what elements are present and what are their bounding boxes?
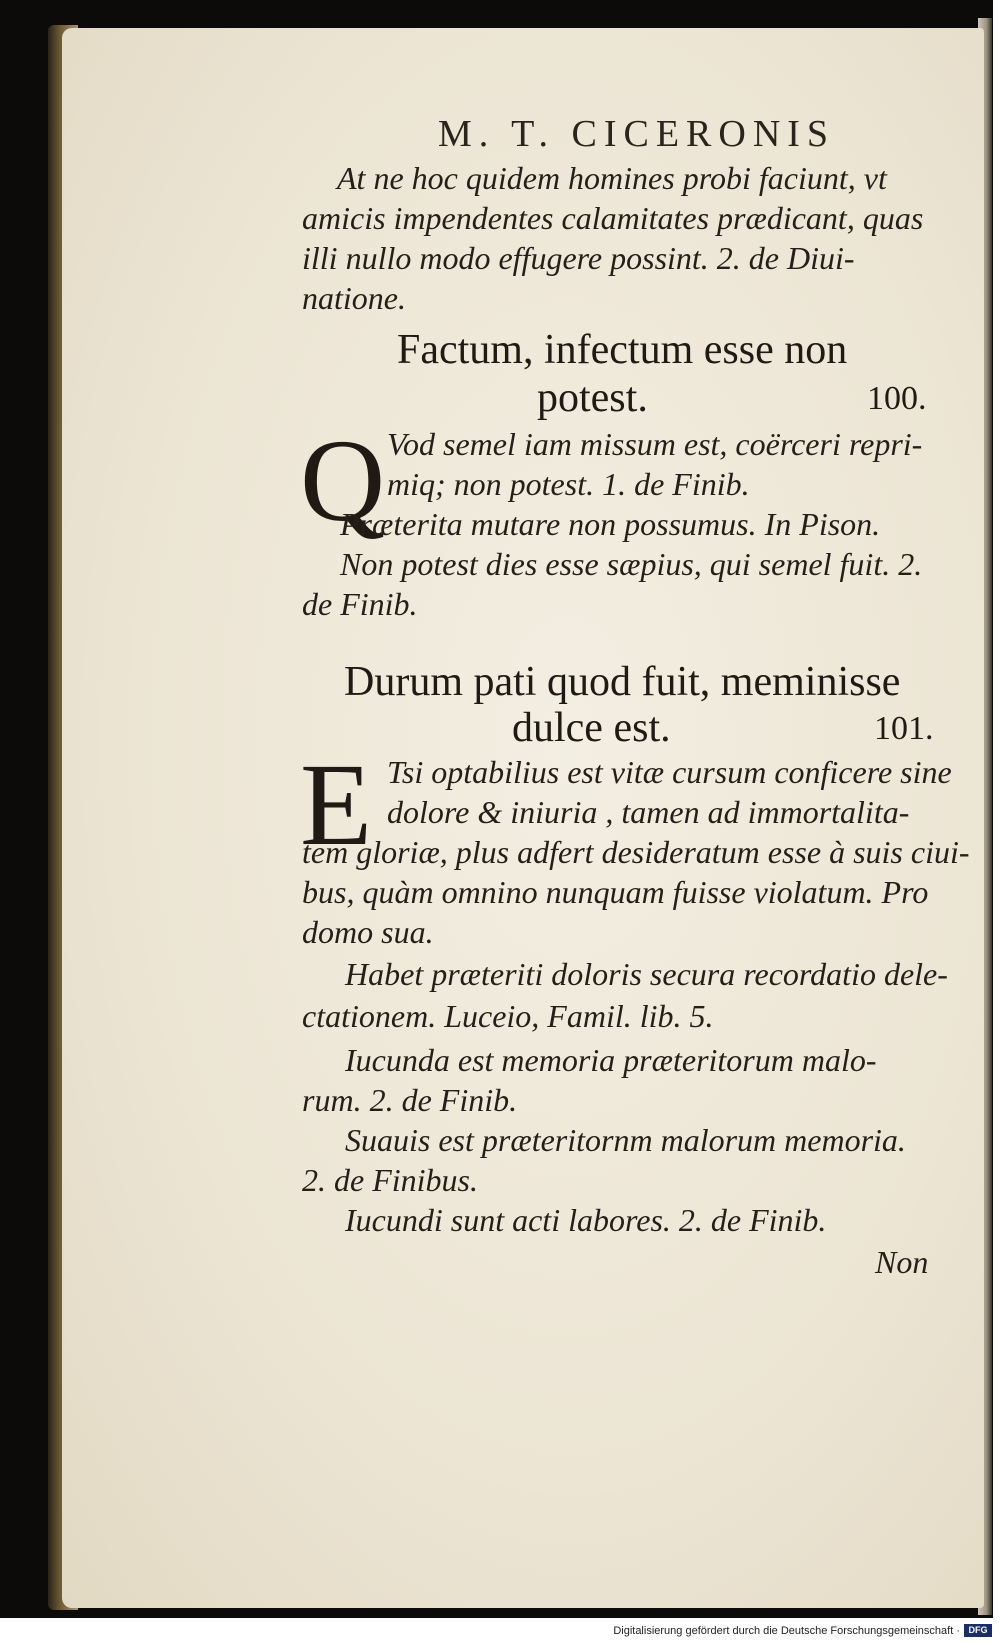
text-line: Tsi optabilius est vitæ cursum conficere sine xyxy=(387,754,952,790)
dfg-logo[interactable]: DFG xyxy=(964,1624,992,1637)
catchword: Non xyxy=(875,1244,929,1280)
section-heading: Factum, infectum esse non xyxy=(397,327,848,373)
text-line: illi nullo modo effugere possint. 2. de Diui- xyxy=(302,240,855,276)
text-line: Præterita mutare non possumus. In Pison. xyxy=(340,506,881,542)
drop-cap: E xyxy=(300,739,373,870)
text-line: Vod semel iam missum est, coërceri repri- xyxy=(387,426,923,462)
section-number: 101. xyxy=(874,710,934,747)
text-line: amicis impendentes calamitates prædicant, quas xyxy=(302,200,924,236)
book-page xyxy=(62,28,984,1608)
text-line: Iucunda est memoria præteritorum malo- xyxy=(345,1042,877,1078)
text-line: natione. xyxy=(302,280,406,316)
section-number: 100. xyxy=(867,380,927,417)
drop-cap: Q xyxy=(300,415,386,546)
section-heading: potest. xyxy=(537,375,648,421)
text-line: miq; non potest. 1. de Finib. xyxy=(387,466,750,502)
text-line: Habet præteriti doloris secura recordatio dele- xyxy=(345,956,948,992)
running-head: M. T. CICERONIS xyxy=(438,113,836,155)
text-line: tem gloriæ, plus adfert desideratum esse à suis ciui- xyxy=(302,834,970,870)
section-heading: Durum pati quod fuit, meminisse xyxy=(344,659,901,705)
text-line: Suauis est præteritornm malorum memoria. xyxy=(345,1122,906,1158)
section-heading: dulce est. xyxy=(512,705,671,751)
text-line: Iucundi sunt acti labores. 2. de Finib. xyxy=(345,1202,827,1238)
footer-credit: Digitalisierung gefördert durch die Deutsche Forschungsgemeinschaft · xyxy=(613,1625,960,1637)
text-line: At ne hoc quidem homines probi faciunt, vt xyxy=(337,160,887,196)
text-line: bus, quàm omnino nunquam fuisse violatum. Pro xyxy=(302,874,929,910)
text-line: domo sua. xyxy=(302,914,434,950)
text-line: rum. 2. de Finib. xyxy=(302,1082,518,1118)
text-line: de Finib. xyxy=(302,586,418,622)
text-line: dolore & iniuria , tamen ad immortalita- xyxy=(387,794,910,830)
text-line: Non potest dies esse sæpius, qui semel fuit. 2. xyxy=(340,546,923,582)
text-line: 2. de Finibus. xyxy=(302,1162,478,1198)
text-line: ctationem. Luceio, Famil. lib. 5. xyxy=(302,998,714,1034)
